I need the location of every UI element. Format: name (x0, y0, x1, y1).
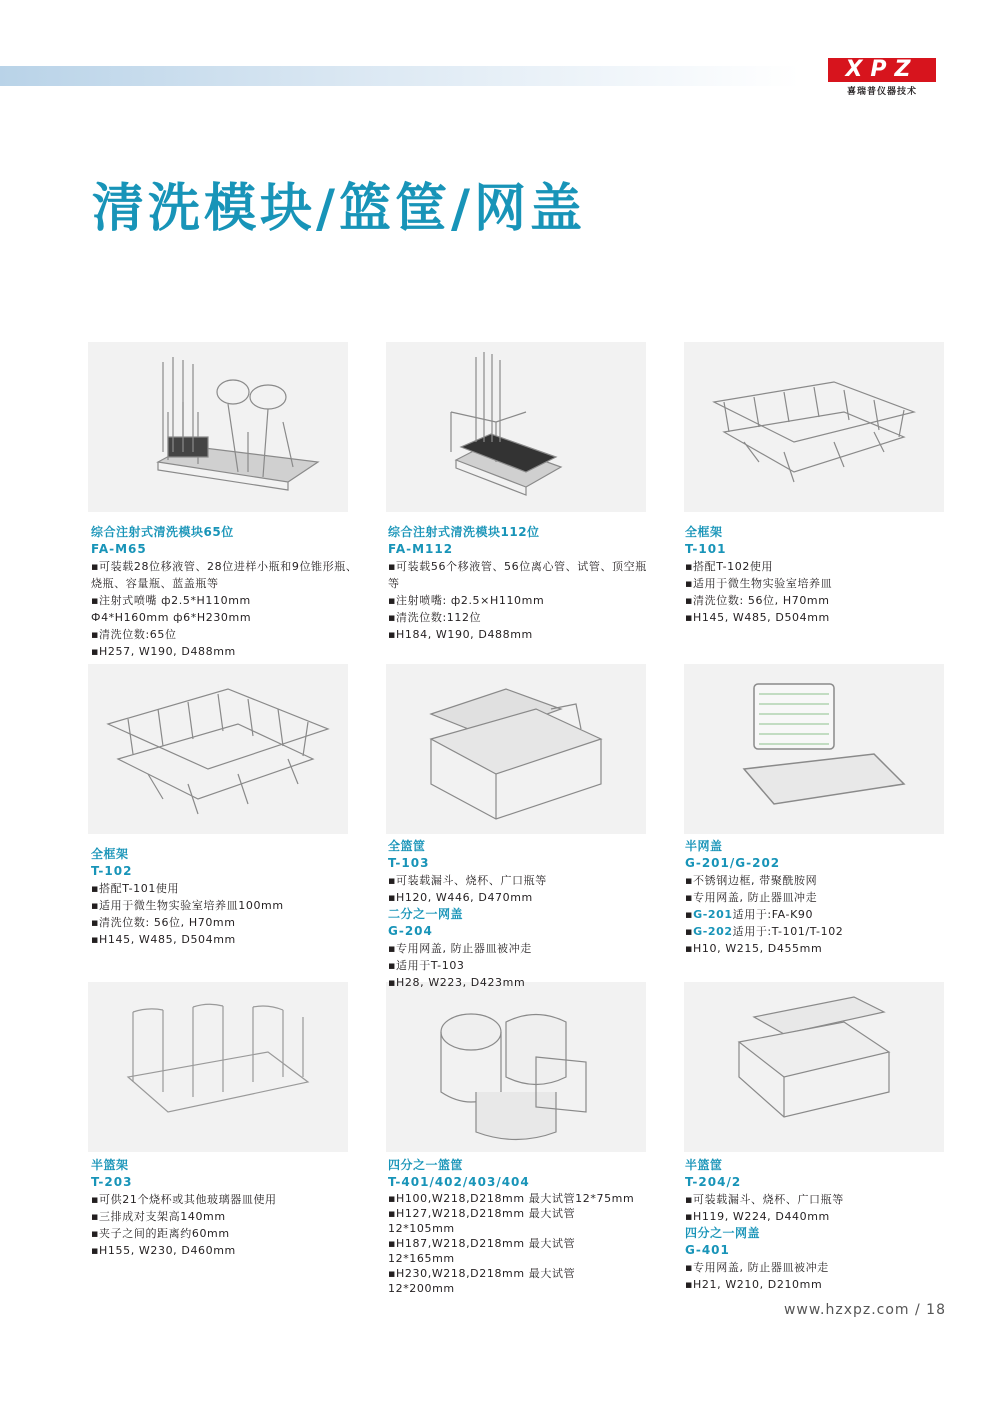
spec-line: 12*165mm (388, 1252, 455, 1265)
spec-line: ▪专用网盖, 防止器皿冲走 (685, 891, 818, 904)
page-title: 清洗模块/篮筐/网盖 (92, 179, 586, 239)
spec-line: ▪搭配T-102使用 (685, 560, 774, 573)
spec-line: ▪适用于T-103 (388, 959, 465, 972)
product-code: FA-M65 (91, 542, 147, 556)
product-t-102 (91, 846, 361, 948)
logo-subtitle: 喜瑞普仪器技术 (846, 87, 917, 97)
spec-line: ▪H230,W218,D218mm 最大试管 (388, 1267, 576, 1280)
product-code: G-201/G-202 (685, 856, 781, 870)
product-name: 全篮筐 (388, 839, 426, 853)
product-t-203 (91, 1157, 361, 1259)
product-t-101 (685, 524, 955, 626)
spec-line: ▪H120, W446, D470mm (388, 891, 533, 904)
spec-line: ▪H21, W210, D210mm (685, 1278, 823, 1291)
product-image-t-401 (386, 982, 646, 1152)
spec-line: ▪注射式喷嘴 ф2.5*H110mm (91, 594, 251, 607)
product-code: T-203 (91, 1175, 133, 1189)
product-fa-m112 (388, 524, 658, 643)
accent-text: 适用于:T-101/T-102 (732, 925, 844, 938)
product-name: 半篮筐 (685, 1158, 723, 1172)
spec-line: ▪可装载漏斗、烧杯、广口瓶等 (685, 1193, 844, 1206)
spec-line: 12*200mm (388, 1282, 455, 1295)
spec-line: ▪清洗位数:112位 (388, 611, 482, 624)
spec-line: ▪搭配T-101使用 (91, 882, 180, 895)
product-code: T-401/402/403/404 (388, 1175, 530, 1189)
spec-line: ▪H100,W218,D218mm 最大试管12*75mm (388, 1192, 635, 1205)
product-image-t-101 (684, 342, 944, 512)
logo-mark: XPZ (828, 58, 936, 82)
product-code-secondary: G-204 (388, 924, 433, 938)
product-name: 四分之一篮筐 (388, 1158, 464, 1172)
product-image-g-201 (684, 664, 944, 834)
spec-line: ▪H119, W224, D440mm (685, 1210, 830, 1223)
product-t-103 (388, 838, 658, 991)
product-image-t-103 (386, 664, 646, 834)
product-t-204 (685, 1157, 955, 1293)
spec-line: ▪专用网盖, 防止器皿被冲走 (685, 1261, 829, 1274)
spec-line: Ф4*H160mm ф6*H230mm (91, 611, 252, 624)
spec-line: ▪可装载56个移液管、56位离心管、试管、顶空瓶等 (388, 560, 647, 590)
spec-line: ▪H145, W485, D504mm (685, 611, 830, 624)
product-code-secondary: G-401 (685, 1243, 730, 1257)
spec-line: ▪三排成对支架高140mm (91, 1210, 226, 1223)
spec-line: 12*105mm (388, 1222, 455, 1235)
spec-line: ▪夹子之间的距离约60mm (91, 1227, 230, 1240)
product-image-fa-m65 (88, 342, 348, 512)
product-name: 综合注射式清洗模块65位 (91, 525, 234, 539)
product-name-secondary: 四分之一网盖 (685, 1226, 761, 1240)
product-code: T-204/2 (685, 1175, 742, 1189)
spec-line: ▪可装载28位移液管、28位进样小瓶和9位锥形瓶、烧瓶、容量瓶、蓝盖瓶等 (91, 560, 358, 590)
product-name: 半网盖 (685, 839, 723, 853)
product-code: T-101 (685, 542, 727, 556)
spec-line: ▪H155, W230, D460mm (91, 1244, 236, 1257)
product-g-201 (685, 838, 955, 957)
product-image-t-204 (684, 982, 944, 1152)
spec-line: ▪清洗位数: 56位, H70mm (91, 916, 236, 929)
spec-line-accent (685, 906, 955, 923)
product-fa-m65 (91, 524, 361, 660)
company-logo (828, 58, 936, 96)
accent-text: 适用于:FA-K90 (732, 908, 814, 921)
spec-line: ▪清洗位数: 56位, H70mm (685, 594, 830, 607)
product-code: T-102 (91, 864, 133, 878)
product-name-secondary: 二分之一网盖 (388, 907, 464, 921)
accent-code: G-202 (693, 925, 733, 938)
product-t-401 (388, 1157, 658, 1296)
spec-line: ▪不锈钢边框, 带聚酰胺网 (685, 874, 818, 887)
spec-line: ▪可供21个烧杯或其他玻璃器皿使用 (91, 1193, 277, 1206)
spec-line: ▪适用于微生物实验室培养皿 (685, 577, 833, 590)
spec-line: ▪H184, W190, D488mm (388, 628, 533, 641)
product-image-t-203 (88, 982, 348, 1152)
spec-line: ▪H10, W215, D455mm (685, 942, 823, 955)
product-name: 全框架 (91, 847, 129, 861)
spec-line: ▪适用于微生物实验室培养皿100mm (91, 899, 284, 912)
product-code: FA-M112 (388, 542, 454, 556)
page-footer-url: www.hzxpz.com / 18 (783, 1302, 946, 1318)
product-image-t-102 (88, 664, 348, 834)
product-image-fa-m112 (386, 342, 646, 512)
spec-line: ▪可装载漏斗、烧杯、广口瓶等 (388, 874, 547, 887)
spec-line: ▪清洗位数:65位 (91, 628, 177, 641)
spec-line-accent (685, 923, 955, 940)
spec-line: ▪H257, W190, D488mm (91, 645, 236, 658)
product-name: 综合注射式清洗模块112位 (388, 525, 540, 539)
spec-line: ▪H145, W485, D504mm (91, 933, 236, 946)
accent-code: G-201 (693, 908, 733, 921)
spec-line: ▪H127,W218,D218mm 最大试管 (388, 1207, 576, 1220)
product-name: 半篮架 (91, 1158, 129, 1172)
product-code: T-103 (388, 856, 430, 870)
bullet: ▪ (685, 925, 694, 938)
spec-line: ▪H28, W223, D423mm (388, 976, 526, 989)
spec-line: ▪专用网盖, 防止器皿被冲走 (388, 942, 532, 955)
bullet: ▪ (685, 908, 694, 921)
spec-line: ▪注射喷嘴: ф2.5×H110mm (388, 594, 545, 607)
header-gradient-bar (0, 66, 800, 86)
spec-line: ▪H187,W218,D218mm 最大试管 (388, 1237, 576, 1250)
product-name: 全框架 (685, 525, 723, 539)
